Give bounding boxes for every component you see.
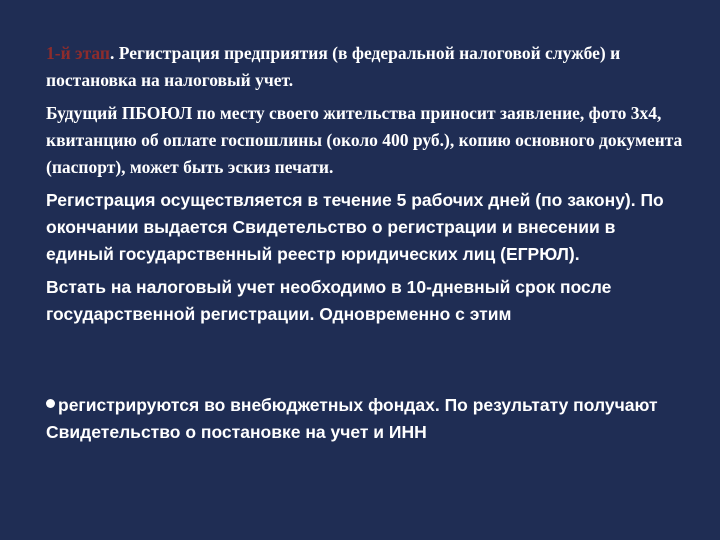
bullet-text: регистрируются во внебюджетных фондах. По результату получают Свидетельство о постановке на учет и ИНН: [46, 395, 658, 442]
bullet-dot-icon: [46, 399, 55, 408]
stage-text: . Регистрация предприятия (в федеральной налоговой службе) и постановка на налоговый учет.: [46, 43, 621, 90]
slide-content: [46, 40, 686, 452]
tax-registration-paragraph: Встать на налоговый учет необходимо в 10-дневный срок после государственной регистрации. Одновременно с этим: [46, 277, 612, 324]
bullet-item: [46, 392, 686, 446]
registration-paragraph: Регистрация осуществляется в течение 5 рабочих дней (по закону). По окончании выдается Свидетельство о регистрации и внесении в единый государственный реестр юридических лиц (ЕГРЮЛ).: [46, 190, 664, 264]
documents-paragraph: Будущий ПБОЮЛ по месту своего жительства приносит заявление, фото 3х4, квитанцию об оплате госпошлины (около 400 руб.), копию основного документа (паспорт), может быть эскиз печати.: [46, 103, 683, 177]
spacer: [46, 334, 686, 392]
stage-paragraph: [46, 40, 686, 94]
stage-label: 1-й этап: [46, 43, 111, 63]
